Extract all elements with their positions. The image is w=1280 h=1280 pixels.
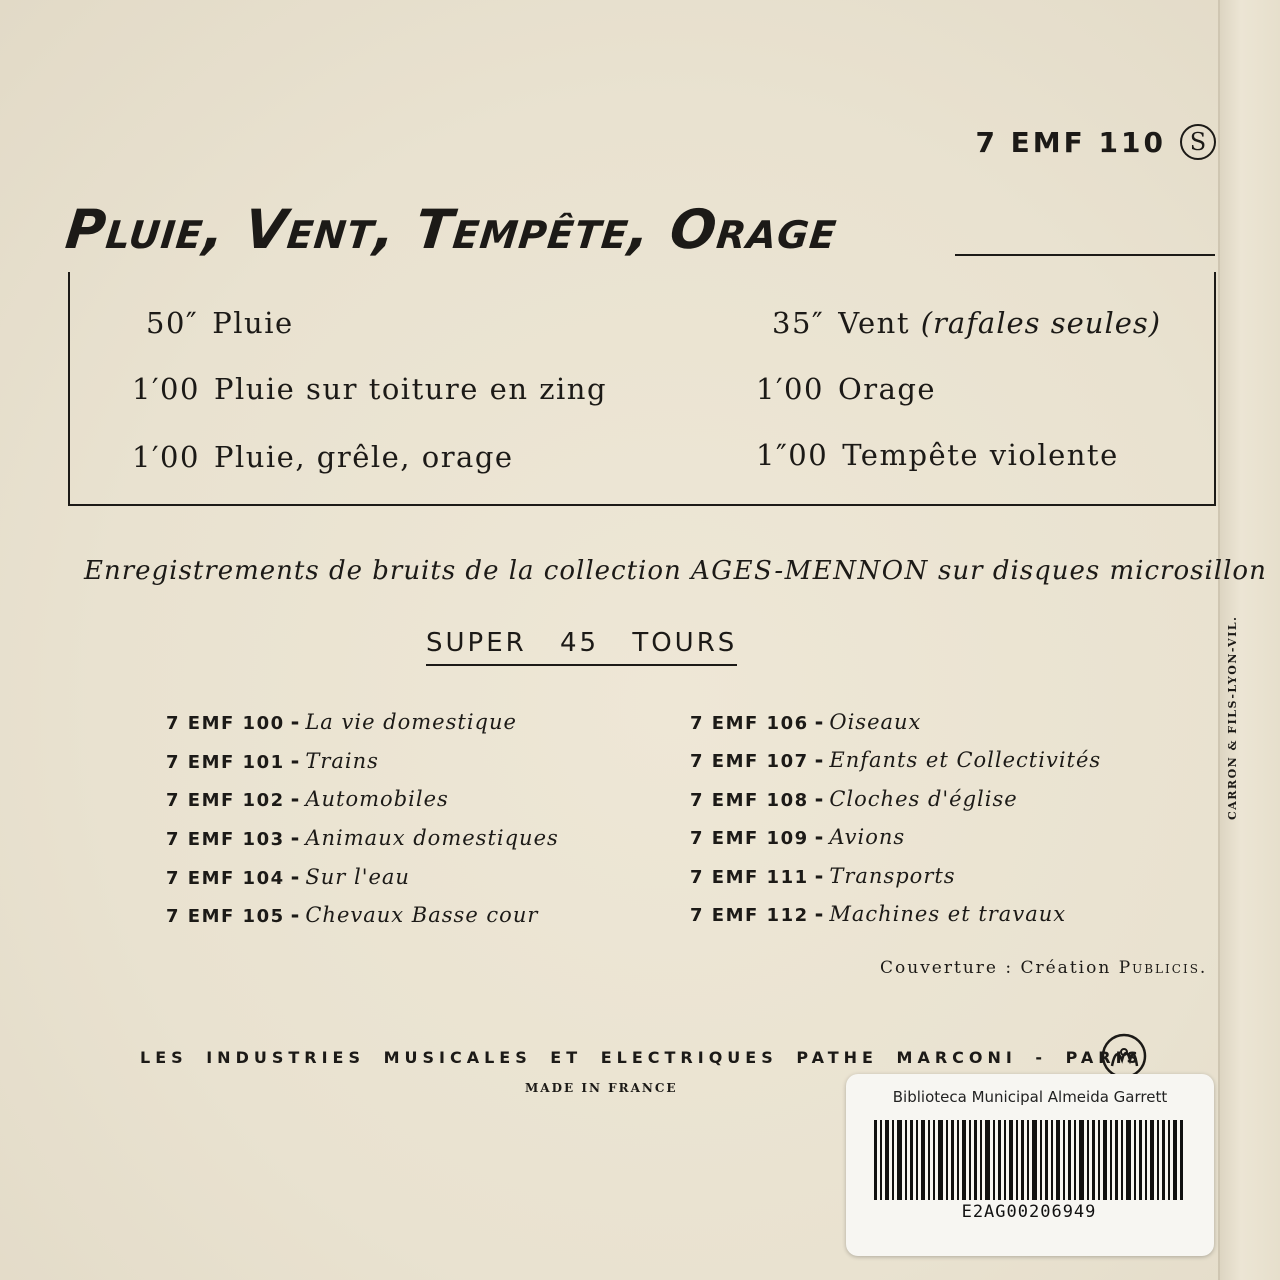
series-name: Oiseaux (829, 710, 922, 734)
series-item: 7 EMF 112 - Machines et travaux (690, 902, 1067, 926)
printer-credit: CARRON & FILS-LYON-VIL. (1226, 615, 1239, 820)
series-code: 7 EMF 106 (690, 713, 809, 734)
series-item: 7 EMF 104 - Sur l'eau (166, 865, 410, 889)
track-duration: 35″ (772, 306, 825, 340)
track-right-3 (756, 438, 1119, 472)
tagline-before: Enregistrements de bruits de la collection (84, 556, 682, 586)
series-code: 7 EMF 101 (166, 752, 285, 773)
track-duration: 1′00 (132, 440, 200, 474)
tagline-after: sur disques microsillon (938, 556, 1267, 586)
barcode-icon (874, 1120, 1184, 1200)
series-name: Machines et travaux (829, 902, 1067, 926)
record-title: Pluie, Vent, Tempête, Orage (62, 198, 841, 261)
track-duration: 1″00 (756, 438, 829, 472)
series-item: 7 EMF 108 - Cloches d'église (690, 787, 1018, 811)
stereo-mark: S (1180, 124, 1216, 160)
series-name: Trains (305, 749, 379, 773)
track-left-3 (132, 440, 514, 474)
track-right-1 (772, 306, 1161, 340)
format-heading: SUPER 45 TOURS (426, 628, 737, 666)
series-item: 7 EMF 103 - Animaux domestiques (166, 826, 559, 850)
track-left-2 (132, 372, 607, 406)
series-code: 7 EMF 111 (690, 867, 809, 888)
series-name: Animaux domestiques (305, 826, 559, 850)
series-code: 7 EMF 108 (690, 790, 809, 811)
series-name: Transports (829, 864, 956, 888)
track-title: Vent (838, 306, 911, 340)
series-name: Chevaux Basse cour (305, 903, 539, 927)
cover-credit-label: Couverture : Création (880, 958, 1112, 978)
series-code: 7 EMF 103 (166, 829, 285, 850)
series-code: 7 EMF 100 (166, 713, 285, 734)
series-name: La vie domestique (305, 710, 517, 734)
track-duration: 50″ (146, 306, 199, 340)
track-duration: 1′00 (756, 372, 824, 406)
series-code: 7 EMF 102 (166, 790, 285, 811)
track-title: Pluie sur toiture en zing (213, 372, 608, 406)
collection-name: AGES-MENNON (691, 556, 929, 586)
series-item: 7 EMF 106 - Oiseaux (690, 710, 922, 734)
publisher-line: LES INDUSTRIES MUSICALES ET ELECTRIQUES PATHE MARCONI - PARIS (140, 1048, 1144, 1067)
series-item: 7 EMF 105 - Chevaux Basse cour (166, 903, 539, 927)
series-name: Cloches d'église (829, 787, 1018, 811)
series-item: 7 EMF 102 - Automobiles (166, 787, 449, 811)
series-item: 7 EMF 100 - La vie domestique (166, 710, 517, 734)
series-code: 7 EMF 105 (166, 906, 285, 927)
series-item: 7 EMF 107 - Enfants et Collectivités (690, 748, 1102, 772)
catalog-number-text: 7 EMF 110 (975, 125, 1166, 159)
series-code: 7 EMF 109 (690, 828, 809, 849)
series-item: 7 EMF 101 - Trains (166, 749, 379, 773)
series-name: Automobiles (305, 787, 449, 811)
series-name: Sur l'eau (305, 865, 410, 889)
title-rule (955, 254, 1215, 256)
library-label (846, 1074, 1214, 1256)
catalog-number (975, 124, 1216, 160)
library-name: Biblioteca Municipal Almeida Garrett (892, 1088, 1168, 1106)
series-item: 7 EMF 109 - Avions (690, 825, 906, 849)
track-title: Orage (837, 372, 937, 406)
track-left-1 (146, 306, 294, 340)
track-title: Tempête violente (842, 438, 1119, 472)
collection-tagline (84, 556, 1267, 586)
track-title: Pluie, grêle, orage (213, 440, 514, 474)
track-title: Pluie (212, 306, 294, 340)
track-duration: 1′00 (132, 372, 200, 406)
pathe-marconi-logo-icon (1100, 1032, 1148, 1080)
series-name: Enfants et Collectivités (829, 748, 1102, 772)
made-in-france: MADE IN FRANCE (525, 1081, 678, 1095)
cover-credit (880, 958, 1207, 978)
series-name: Avions (829, 825, 906, 849)
cover-agency: Publicis. (1118, 958, 1208, 978)
series-code: 7 EMF 104 (166, 868, 285, 889)
barcode-text: E2AG00206949 (961, 1202, 1097, 1222)
track-right-2 (756, 372, 936, 406)
series-code: 7 EMF 112 (690, 905, 809, 926)
series-item: 7 EMF 111 - Transports (690, 864, 956, 888)
track-note: (rafales seules) (920, 306, 1162, 340)
series-code: 7 EMF 107 (690, 751, 809, 772)
